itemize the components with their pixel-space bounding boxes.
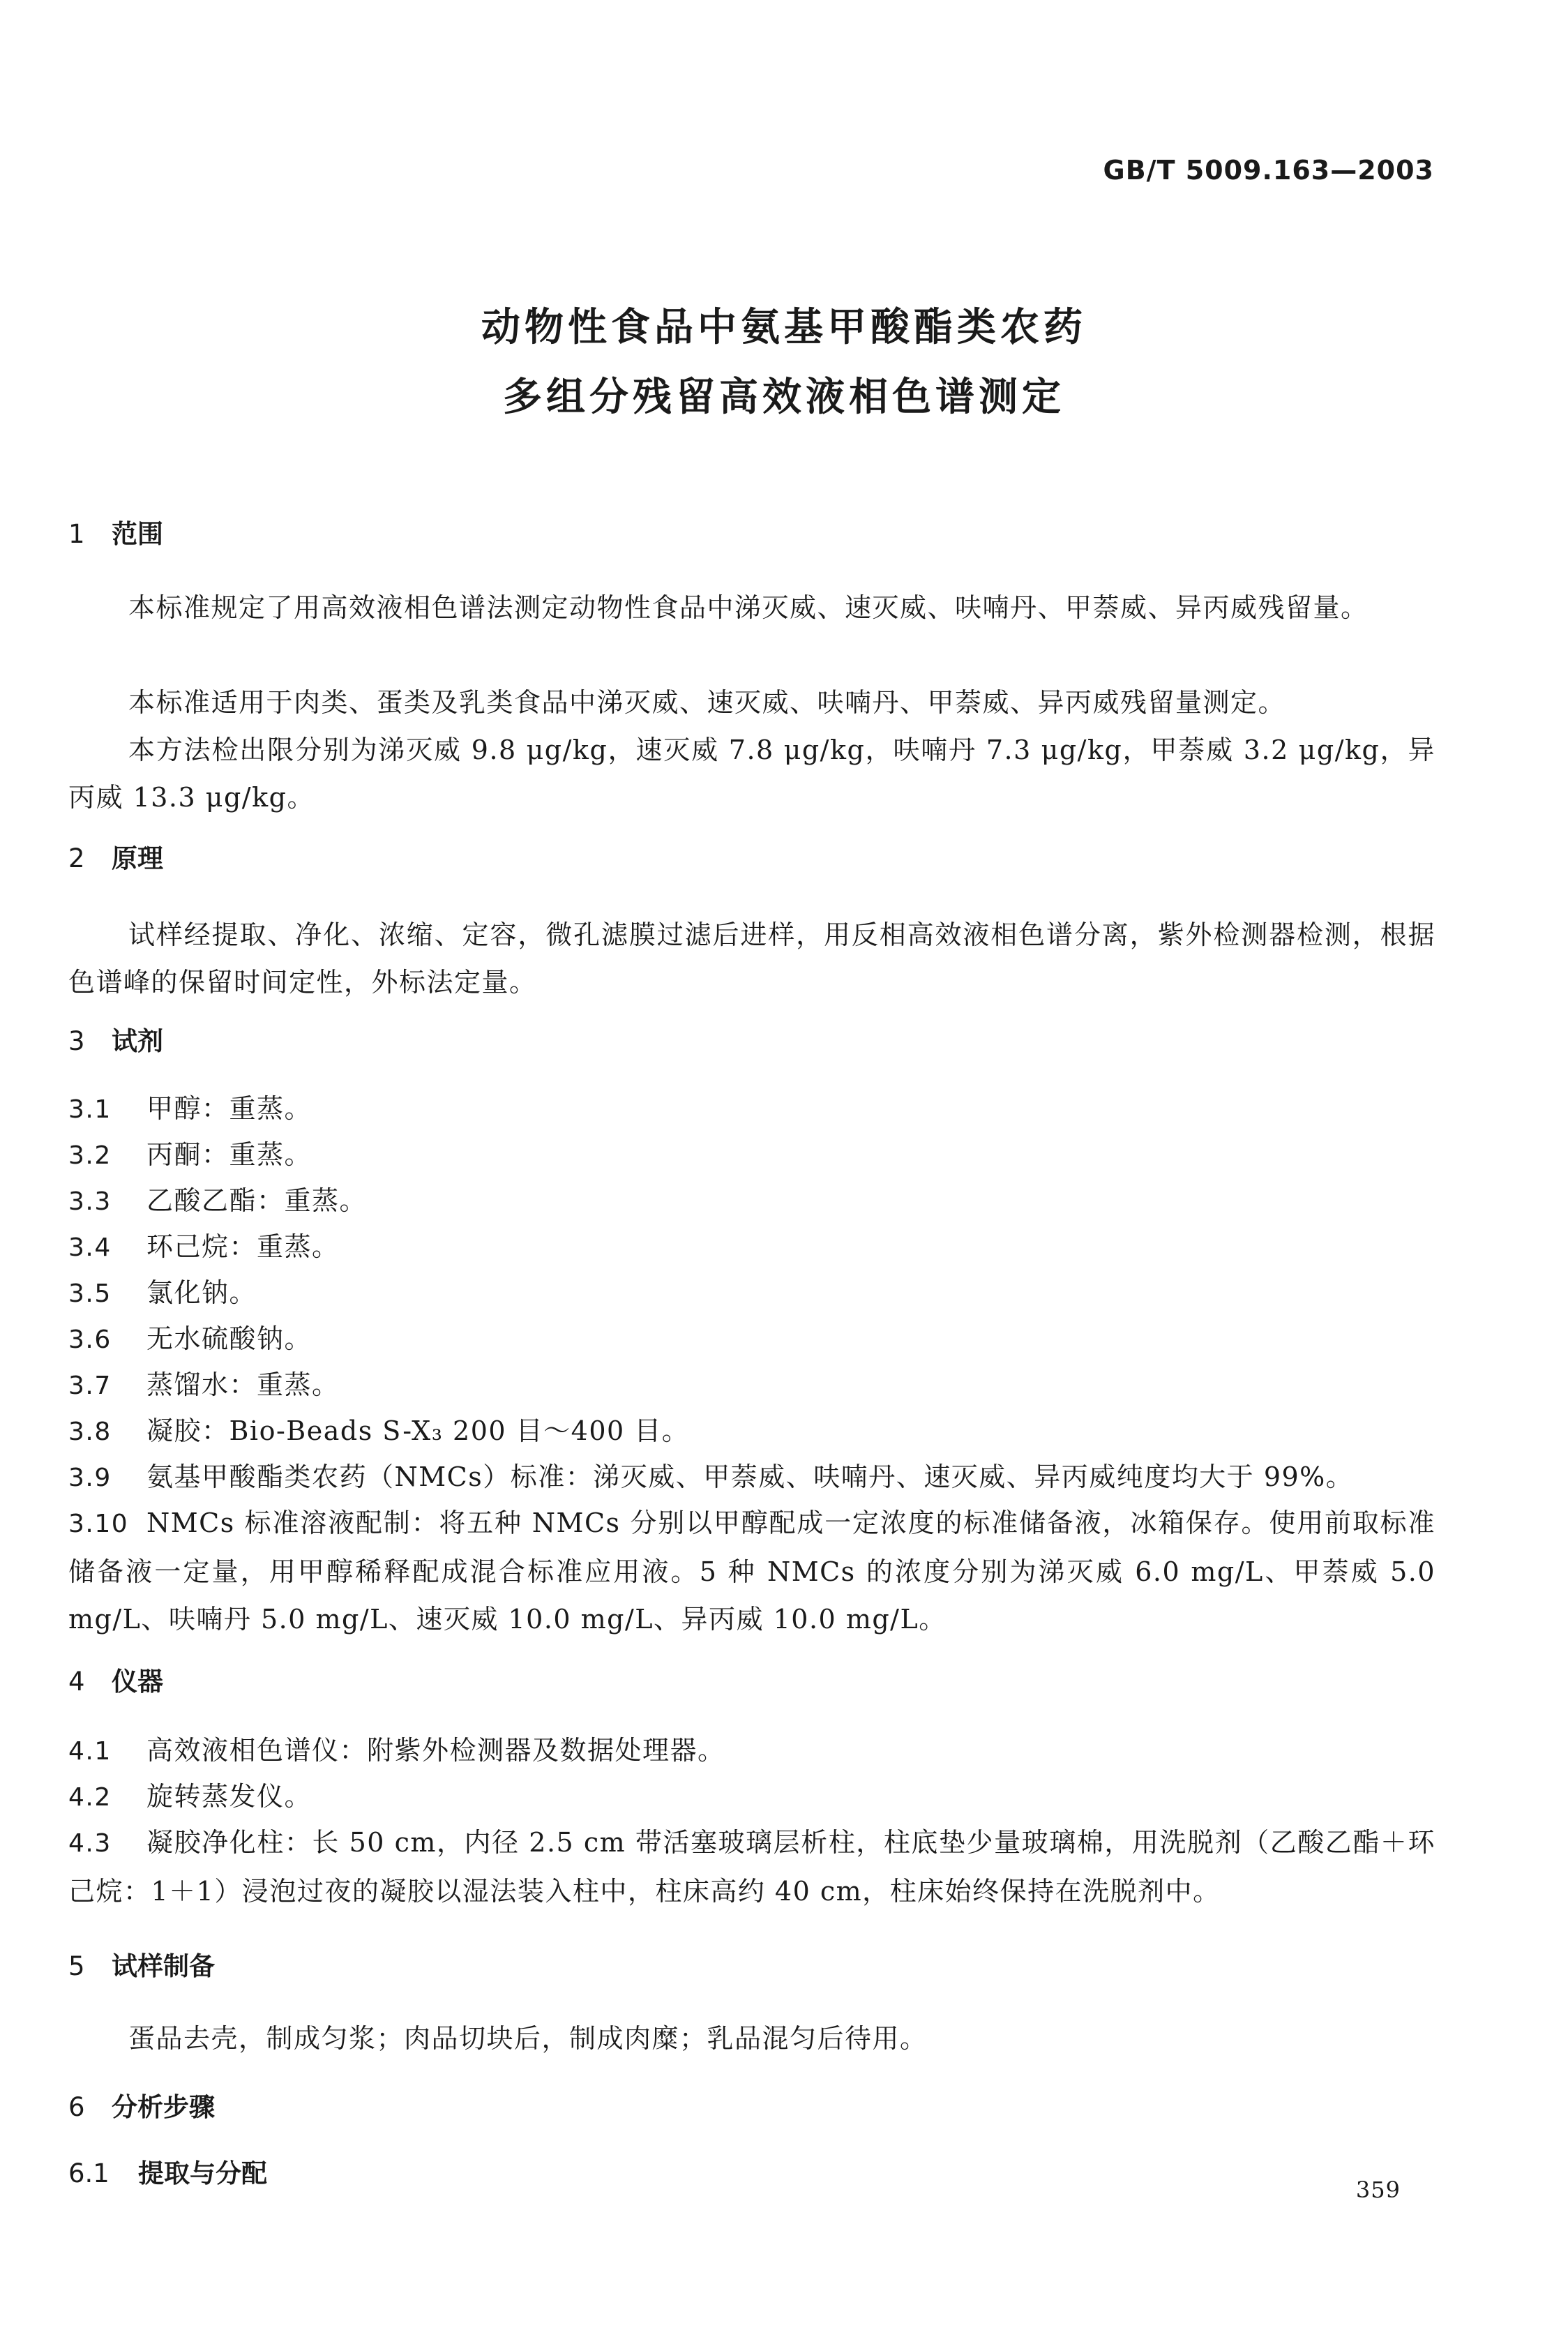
section-heading-2: [68, 837, 163, 875]
item-number: 3.2: [68, 1141, 112, 1170]
list-item: [68, 1727, 1435, 1775]
item-number: 3.6: [68, 1325, 112, 1354]
paragraph-sample-prep: 蛋品去壳，制成匀浆；肉品切块后，制成肉糜；乳品混匀后待用。: [128, 2023, 928, 2054]
list-item: [68, 1819, 1435, 1915]
section-title: 分析步骤: [112, 2092, 215, 2122]
list-item: [68, 1315, 1435, 1364]
item-number: 3.7: [68, 1372, 112, 1400]
item-number: 3.3: [68, 1187, 112, 1216]
item-text: 环己烷：重蒸。: [146, 1231, 340, 1262]
list-item: [68, 1131, 1435, 1180]
subsection-title: 提取与分配: [138, 2158, 267, 2188]
item-number: 4.2: [68, 1783, 112, 1812]
section-title: 原理: [112, 843, 163, 873]
item-number: 4.1: [68, 1737, 112, 1766]
list-item: [68, 1407, 1435, 1456]
list-item: [68, 1453, 1435, 1502]
list-item: [68, 1499, 1435, 1643]
section-heading-3: [68, 1020, 163, 1058]
item-number: 3.9: [68, 1464, 112, 1492]
section-number: 4: [68, 1667, 85, 1697]
item-text: 甲醇：重蒸。: [146, 1093, 312, 1124]
item-text: 蒸馏水：重蒸。: [146, 1369, 340, 1400]
paragraph-scope-1: 本标准规定了用高效液相色谱法测定动物性食品中涕灭威、速灭威、呋喃丹、甲萘威、异丙威残留量。: [128, 592, 1369, 623]
section-title: 试剂: [112, 1026, 163, 1056]
list-item: [68, 1177, 1435, 1226]
item-text: 无水硫酸钠。: [146, 1323, 312, 1354]
section-title: 范围: [112, 519, 163, 549]
subsection-number: 6.1: [68, 2158, 110, 2188]
section-heading-6: [68, 2086, 215, 2124]
item-number: 3.4: [68, 1233, 112, 1262]
paragraph-scope-3: 本方法检出限分别为涕灭威 9.8 μg/kg，速灭威 7.8 μg/kg，呋喃丹 7.3 μg/kg，甲萘威 3.2 μg/kg，异丙威 13.3 μg/kg。: [68, 735, 1435, 813]
section-heading-4: [68, 1660, 163, 1698]
item-number: 4.3: [68, 1829, 112, 1858]
title-line-2: 多组分残留高效液相色谱测定: [503, 375, 1065, 420]
section-number: 5: [68, 1951, 85, 1981]
paragraph-scope-2: 本标准适用于肉类、蛋类及乳类食品中涕灭威、速灭威、呋喃丹、甲萘威、异丙威残留量测定。: [128, 687, 1286, 718]
item-text: 氯化钠。: [146, 1277, 257, 1308]
item-text: 旋转蒸发仪。: [146, 1781, 312, 1812]
title-line-1: 动物性食品中氨基甲酸酯类农药: [481, 305, 1087, 350]
item-text: NMCs 标准溶液配制：将五种 NMCs 分别以甲醇配成一定浓度的标准储备液，冰箱保存。使用前取标准储备液一定量，用甲醇稀释配成混合标准应用液。5 种 NMCs 的浓度分别为涕灭威 6.0 mg/L、甲萘威 5.0 mg/L、呋喃丹 5.0 mg/L、速灭威 10.0 mg/L、异丙威 10.0 mg/L。: [68, 1508, 1435, 1635]
item-number: 3.10: [68, 1510, 129, 1538]
list-item: [68, 1269, 1435, 1318]
paragraph-principle: 试样经提取、净化、浓缩、定容，微孔滤膜过滤后进样，用反相高效液相色谱分离，紫外检测器检测，根据色谱峰的保留时间定性，外标法定量。: [68, 919, 1435, 998]
item-text: 乙酸乙酯：重蒸。: [146, 1185, 368, 1216]
item-text: 氨基甲酸酯类农药（NMCs）标准：涕灭威、甲萘威、呋喃丹、速灭威、异丙威纯度均大于 99%。: [146, 1462, 1354, 1492]
section-number: 6: [68, 2092, 85, 2122]
item-number: 3.1: [68, 1095, 112, 1124]
section-title: 试样制备: [112, 1951, 215, 1981]
section-number: 2: [68, 843, 85, 873]
item-text: 丙酮：重蒸。: [146, 1139, 312, 1170]
item-text: 凝胶净化柱：长 50 cm，内径 2.5 cm 带活塞玻璃层析柱，柱底垫少量玻璃棉，用洗脱剂（乙酸乙酯＋环己烷：1＋1）浸泡过夜的凝胶以湿法装入柱中，柱床高约 40 cm，柱床始终保持在洗脱剂中。: [68, 1827, 1435, 1907]
list-item: [68, 1085, 1435, 1134]
section-heading-5: [68, 1945, 215, 1983]
item-text: 高效液相色谱仪：附紫外检测器及数据处理器。: [146, 1735, 725, 1766]
list-item: [68, 1223, 1435, 1272]
standard-number: GB/T 5009.163—2003: [1103, 155, 1434, 186]
list-item: [68, 1361, 1435, 1410]
item-number: 3.8: [68, 1418, 112, 1446]
section-title: 仪器: [112, 1667, 163, 1697]
item-text: 凝胶：Bio-Beads S-X₃ 200 目～400 目。: [146, 1415, 690, 1446]
item-number: 3.5: [68, 1279, 112, 1308]
section-number: 1: [68, 519, 85, 549]
list-item: [68, 1773, 1435, 1821]
subsection-heading-6-1: [68, 2152, 267, 2190]
section-heading-1: [68, 513, 163, 550]
page-number: 359: [1355, 2177, 1401, 2203]
section-number: 3: [68, 1026, 85, 1056]
